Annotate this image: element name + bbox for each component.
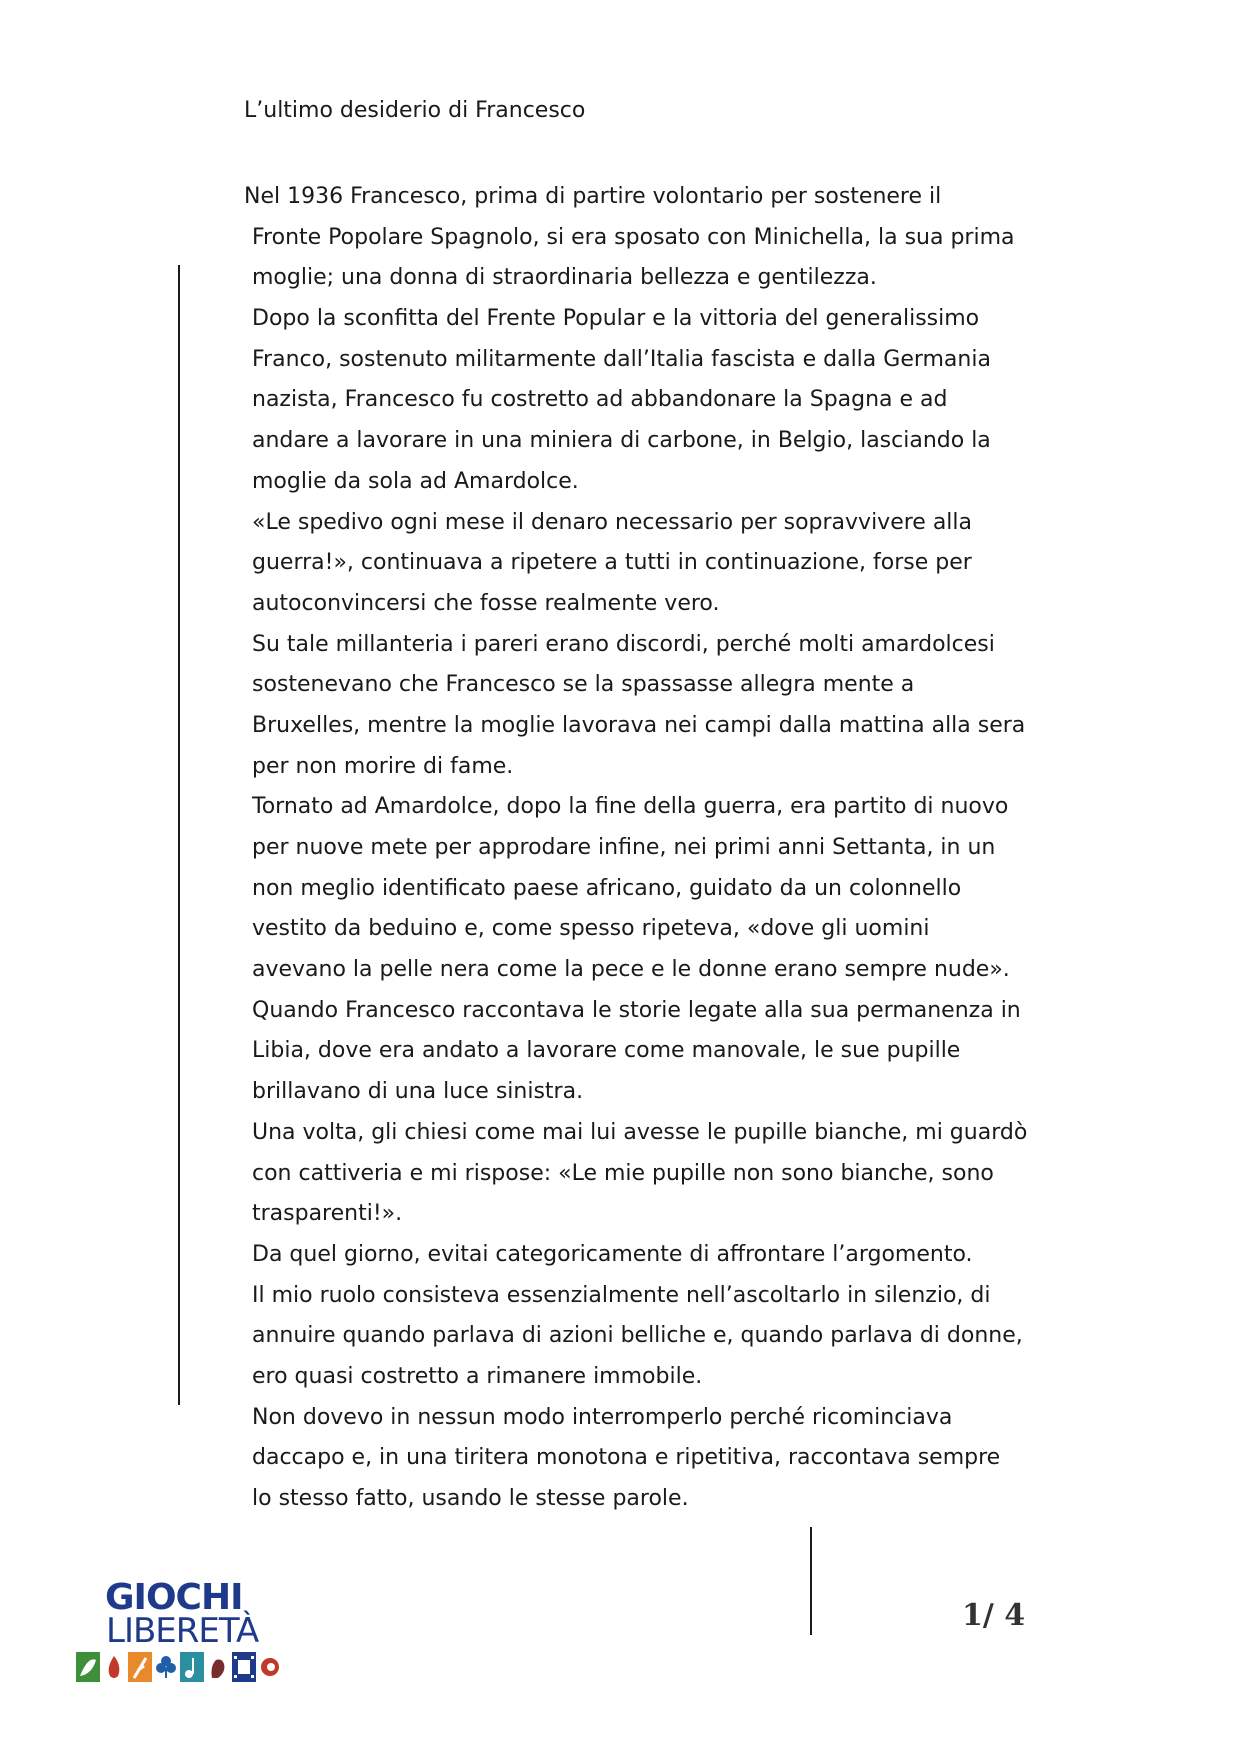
logo-line-2: LIBERETÀ: [106, 1611, 259, 1651]
body-line: ero quasi costretto a rimanere immobile.: [252, 1363, 703, 1389]
body-line: con cattiveria e mi rispose: «Le mie pupille non sono bianche, sono: [252, 1160, 994, 1186]
body-line: autoconvincersi che fosse realmente vero.: [252, 590, 720, 616]
body-line: Nel 1936 Francesco, prima di partire volontario per sostenere il: [244, 184, 942, 209]
body-line: Bruxelles, mentre la moglie lavorava nei campi dalla mattina alla sera: [252, 712, 1026, 738]
body-line: Su tale millanteria i pareri erano discordi, perché molti amardolcesi: [252, 631, 995, 657]
body-line: brillavano di una luce sinistra.: [252, 1079, 584, 1105]
page-number: 1/ 4: [962, 1598, 1026, 1633]
document-body: [244, 177, 1044, 1520]
document-title: L’ultimo desiderio di Francesco: [244, 98, 586, 123]
body-line: annuire quando parlava di azioni belliche e, quando parlava di donne,: [252, 1323, 1023, 1349]
leaf-icon: [76, 1652, 100, 1682]
body-line: «Le spedivo ogni mese il denaro necessario per sopravvivere alla: [252, 509, 973, 535]
body-line: sostenevano che Francesco se la spassasse allegra mente a: [252, 672, 915, 698]
body-line: Franco, sostenuto militarmente dall’Italia fascista e dalla Germania: [252, 346, 991, 372]
logo-icon-strip: [76, 1652, 282, 1682]
body-line: andare a lavorare in una miniera di carbone, in Belgio, lasciando la: [252, 428, 991, 454]
giochi-liberta-logo: [72, 1577, 292, 1690]
body-line: Una volta, gli chiesi come mai lui avesse le pupille bianche, mi guardò: [252, 1119, 1028, 1145]
body-line: non meglio identificato paese africano, guidato da un colonnello: [252, 875, 962, 901]
body-line: Fronte Popolare Spagnolo, si era sposato con Minichella, la sua prima: [252, 224, 1015, 250]
body-line: nazista, Francesco fu costretto ad abbandonare la Spagna e ad: [252, 387, 948, 413]
margin-rule: [178, 265, 180, 1405]
body-line: per nuove mete per approdare infine, nei primi anni Settanta, in un: [252, 835, 996, 860]
footer-rule: [810, 1527, 812, 1635]
body-line: trasparenti!».: [252, 1201, 403, 1227]
body-line: moglie; una donna di straordinaria bellezza e gentilezza.: [252, 265, 877, 291]
body-line: lo stesso fatto, usando le stesse parole.: [252, 1486, 689, 1511]
body-line: avevano la pelle nera come la pece e le donne erano sempre nude».: [252, 957, 1010, 983]
spiral-icon: [258, 1652, 282, 1682]
body-line: guerra!», continuava a ripetere a tutti in continuazione, forse per: [252, 550, 972, 576]
body-line: per non morire di fame.: [252, 753, 514, 779]
body-line: moglie da sola ad Amardolce.: [252, 468, 579, 494]
body-line: vestito da beduino e, come spesso ripeteva, «dove gli uomini: [252, 916, 930, 942]
body-line: Da quel giorno, evitai categoricamente di affrontare l’argomento.: [252, 1241, 973, 1267]
film-icon: [232, 1652, 256, 1682]
body-line: Quando Francesco raccontava le storie legate alla sua permanenza in: [252, 997, 1021, 1023]
body-line: Non dovevo in nessun modo interromperlo perché ricominciava: [252, 1404, 953, 1430]
music-note-icon: [180, 1652, 204, 1682]
body-line: daccapo e, in una tiritera monotona e ripetitiva, raccontava sempre: [252, 1445, 1001, 1471]
club-icon: [154, 1652, 178, 1682]
body-line: Libia, dove era andato a lavorare come manovale, le sue pupille: [252, 1038, 961, 1064]
feather-icon: [128, 1652, 152, 1682]
logo-line-1: GIOCHI: [105, 1577, 243, 1618]
flame-icon: [102, 1652, 126, 1682]
body-line: Il mio ruolo consisteva essenzialmente nell’ascoltarlo in silenzio, di: [252, 1282, 991, 1308]
body-line: Dopo la sconfitta del Frente Popular e la vittoria del generalissimo: [252, 306, 980, 332]
hand-icon: [206, 1652, 230, 1682]
body-line: Tornato ad Amardolce, dopo la fine della guerra, era partito di nuovo: [252, 794, 1009, 820]
